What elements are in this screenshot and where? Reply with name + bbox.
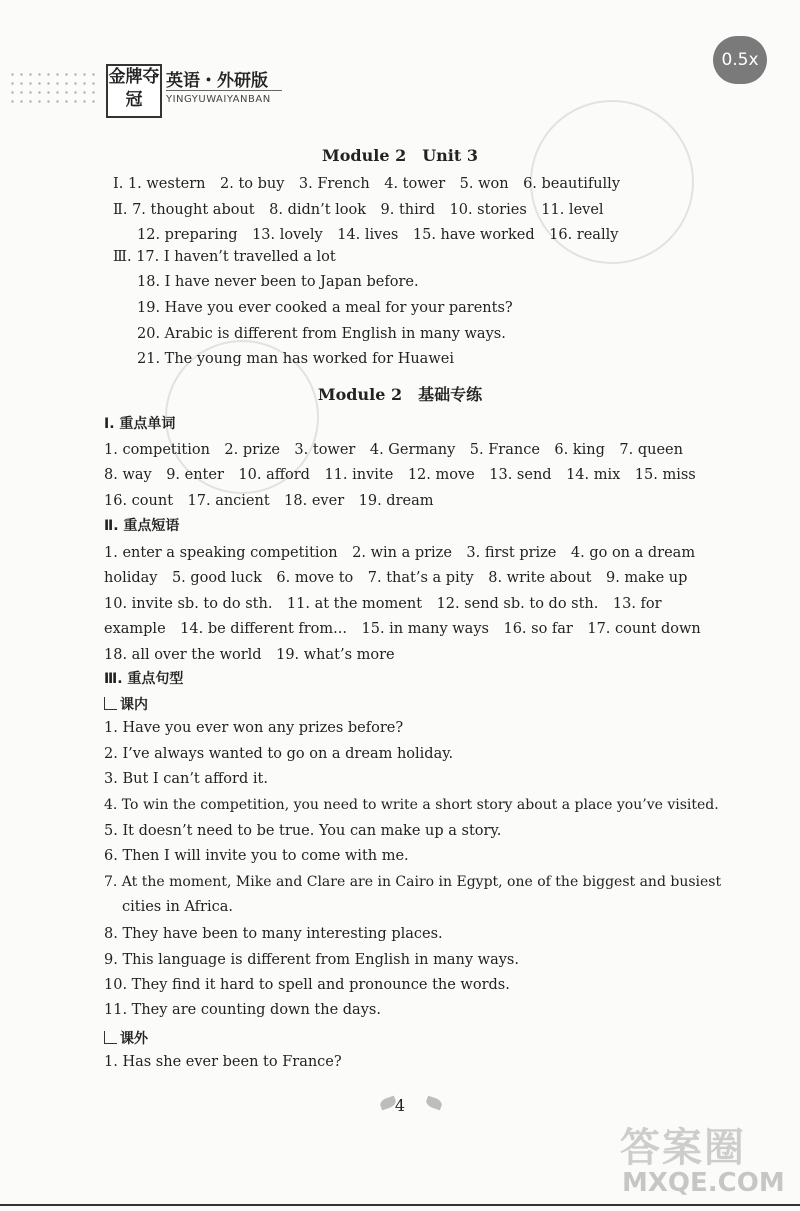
words-line: 8. way 9. enter 10. afford 11. invite 12. move 13. send 14. mix 15. miss (104, 467, 696, 483)
sentence-line: 10. They find it hard to spell and pronounce the words. (104, 977, 510, 993)
answer-line: Ⅰ. 1. western 2. to buy 3. French 4. tower 5. won 6. beautifully (113, 176, 621, 192)
answer-line: 12. preparing 13. lovely 14. lives 15. have worked 16. really (137, 227, 619, 243)
sentence-line: cities in Africa. (122, 899, 233, 915)
answer-line: Ⅱ. 7. thought about 8. didn’t look 9. third 10. stories 11. level (113, 202, 604, 218)
sentence-line: 7. At the moment, Mike and Clare are in Cairo in Egypt, one of the biggest and busiest (104, 874, 722, 890)
words-line: 1. competition 2. prize 3. tower 4. Germany 5. France 6. king 7. queen (104, 442, 683, 458)
zoom-button[interactable]: 0.5x (713, 36, 767, 84)
sentence-line: 5. It doesn’t need to be true. You can make up a story. (104, 823, 502, 839)
sentence-line: 4. To win the competition, you need to write a short story about a place you’ve visited. (104, 797, 719, 813)
answer-line: Ⅲ. 17. I haven’t travelled a lot (113, 249, 336, 265)
answer-line: 20. Arabic is different from English in many ways. (137, 326, 506, 342)
bottom-rule (0, 1204, 800, 1206)
page-number: 4 (394, 1096, 406, 1115)
section-phrases-heading: Ⅱ. 重点短语 (104, 518, 180, 534)
header-rule (166, 90, 282, 91)
answer-line: 18. I have never been to Japan before. (137, 274, 419, 290)
brand-subtitle: YINGYUWAIYANBAN (166, 94, 271, 105)
answer-line: 21. The young man has worked for Huawei (137, 351, 454, 367)
phrases-line: 18. all over the world 19. what’s more (104, 647, 395, 663)
sentence-line: 1. Has she ever been to France? (104, 1054, 342, 1070)
outclass-label: 课外 (104, 1028, 148, 1048)
sentence-line: 11. They are counting down the days. (104, 1002, 381, 1018)
sentence-line: 1. Have you ever won any prizes before? (104, 720, 404, 736)
sentence-line: 3. But I can’t afford it. (104, 771, 268, 787)
logo: 金牌夺冠 (106, 64, 162, 118)
decorative-dots (8, 70, 98, 106)
basic-title: Module 2 基础专练 (317, 385, 483, 404)
section-sentences-heading: Ⅲ. 重点句型 (104, 671, 184, 687)
sentence-line: 2. I’ve always wanted to go on a dream holiday. (104, 746, 454, 762)
inclass-label: 课内 (104, 694, 148, 714)
words-line: 16. count 17. ancient 18. ever 19. dream (104, 493, 434, 509)
sentence-line: 8. They have been to many interesting places. (104, 926, 443, 942)
section-words-heading: Ⅰ. 重点单词 (104, 416, 176, 432)
watermark-url: MXQE.COM (622, 1168, 785, 1198)
answer-line: 19. Have you ever cooked a meal for your parents? (137, 300, 513, 316)
phrases-line: holiday 5. good luck 6. move to 7. that’s a pity 8. write about 9. make up (104, 570, 688, 586)
brand-title: 英语・外研版 (166, 71, 268, 91)
phrases-line: 10. invite sb. to do sth. 11. at the moment 12. send sb. to do sth. 13. for (104, 596, 662, 612)
sentence-line: 9. This language is different from English in many ways. (104, 952, 519, 968)
sentence-line: 6. Then I will invite you to come with me. (104, 848, 409, 864)
phrases-line: 1. enter a speaking competition 2. win a prize 3. first prize 4. go on a dream (104, 545, 696, 561)
watermark-logo: 答案圈 (620, 1125, 746, 1171)
unit3-title: Module 2 Unit 3 (322, 146, 478, 165)
phrases-line: example 14. be different from... 15. in many ways 16. so far 17. count down (104, 621, 701, 637)
